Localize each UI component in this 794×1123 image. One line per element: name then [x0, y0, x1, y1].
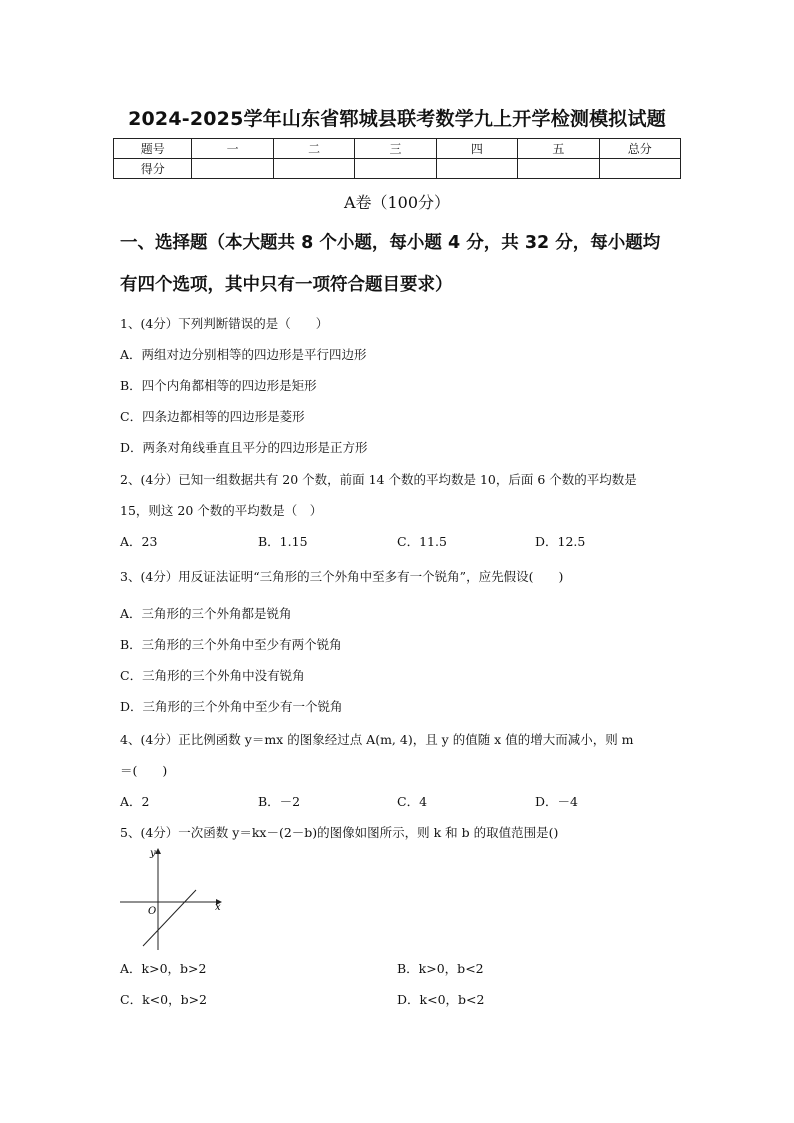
x-axis-label: x — [215, 902, 221, 913]
section-title: A卷（100分） — [343, 193, 451, 212]
question-4-option-a: A．2 — [120, 794, 150, 809]
question-2-stem-line-1: 2、(4分）已知一组数据共有 20 个数，前面 14 个数的平均数是 10，后面 6 个数的平均数是 — [120, 472, 637, 487]
score-cell — [355, 159, 436, 179]
score-table-header-row — [114, 139, 681, 159]
score-cell — [599, 159, 680, 179]
question-2-option-d: D．12.5 — [535, 534, 586, 549]
score-cell — [273, 159, 354, 179]
question-4-option-c: C．4 — [397, 794, 428, 809]
question-3-option-d: D．三角形的三个外角中至少有一个锐角 — [120, 699, 343, 714]
score-header-cell: 四 — [436, 139, 517, 159]
question-2-option-c: C．11.5 — [397, 534, 447, 549]
exam-title: 2024-2025学年山东省郓城县联考数学九上开学检测模拟试题 — [128, 108, 666, 130]
part-heading-line-1: 一、选择题（本大题共 8 个小题，每小题 4 分，共 32 分，每小题均 — [120, 233, 661, 253]
question-1-option-d: D．两条对角线垂直且平分的四边形是正方形 — [120, 440, 368, 455]
question-5-stem: 5、(4分）一次函数 y＝kx－(2－b)的图像如图所示，则 k 和 b 的取值范围是() — [120, 825, 559, 840]
y-axis-label: y — [150, 848, 156, 859]
score-cell — [192, 159, 273, 179]
linear-function-graph — [118, 842, 228, 954]
question-3-option-c: C．三角形的三个外角中没有锐角 — [120, 668, 305, 683]
score-row-label: 得分 — [114, 159, 192, 179]
question-3-stem: 3、(4分）用反证法证明“三角形的三个外角中至多有一个锐角”，应先假设( ) — [120, 569, 564, 584]
score-header-cell: 题号 — [114, 139, 192, 159]
question-2-option-a: A．23 — [120, 534, 158, 549]
question-4-option-b: B．－2 — [258, 794, 301, 809]
score-header-cell: 三 — [355, 139, 436, 159]
function-line — [143, 890, 196, 946]
question-1-option-b: B．四个内角都相等的四边形是矩形 — [120, 378, 317, 393]
score-table — [113, 138, 681, 179]
question-1-option-a: A．两组对边分别相等的四边形是平行四边形 — [120, 347, 367, 362]
question-5-option-a: A．k>0，b>2 — [120, 961, 207, 976]
question-4-stem-line-1: 4、(4分）正比例函数 y＝mx 的图象经过点 A(m, 4)，且 y 的值随 x 值的增大而减小，则 m — [120, 732, 634, 747]
question-3-option-b: B．三角形的三个外角中至少有两个锐角 — [120, 637, 342, 652]
question-5-option-b: B．k>0，b<2 — [397, 961, 484, 976]
part-heading-line-2: 有四个选项，其中只有一项符合题目要求） — [120, 275, 453, 295]
score-cell — [518, 159, 599, 179]
score-cell — [436, 159, 517, 179]
y-axis-arrow — [155, 848, 161, 854]
score-header-cell: 总分 — [599, 139, 680, 159]
question-4-stem-line-2: ＝( ) — [120, 763, 168, 778]
question-5-option-d: D．k<0，b<2 — [397, 992, 485, 1007]
question-1-option-c: C．四条边都相等的四边形是菱形 — [120, 409, 305, 424]
question-2-stem-line-2: 15，则这 20 个数的平均数是（ ） — [120, 503, 323, 518]
question-1-stem: 1、(4分）下列判断错误的是（ ） — [120, 316, 329, 331]
score-header-cell: 五 — [518, 139, 599, 159]
question-3-option-a: A．三角形的三个外角都是锐角 — [120, 606, 292, 621]
question-2-option-b: B．1.15 — [258, 534, 308, 549]
score-header-cell: 二 — [273, 139, 354, 159]
question-4-option-d: D．－4 — [535, 794, 578, 809]
score-table-score-row — [114, 159, 681, 179]
origin-label: O — [148, 906, 157, 917]
score-header-cell: 一 — [192, 139, 273, 159]
question-5-option-c: C．k<0，b>2 — [120, 992, 207, 1007]
